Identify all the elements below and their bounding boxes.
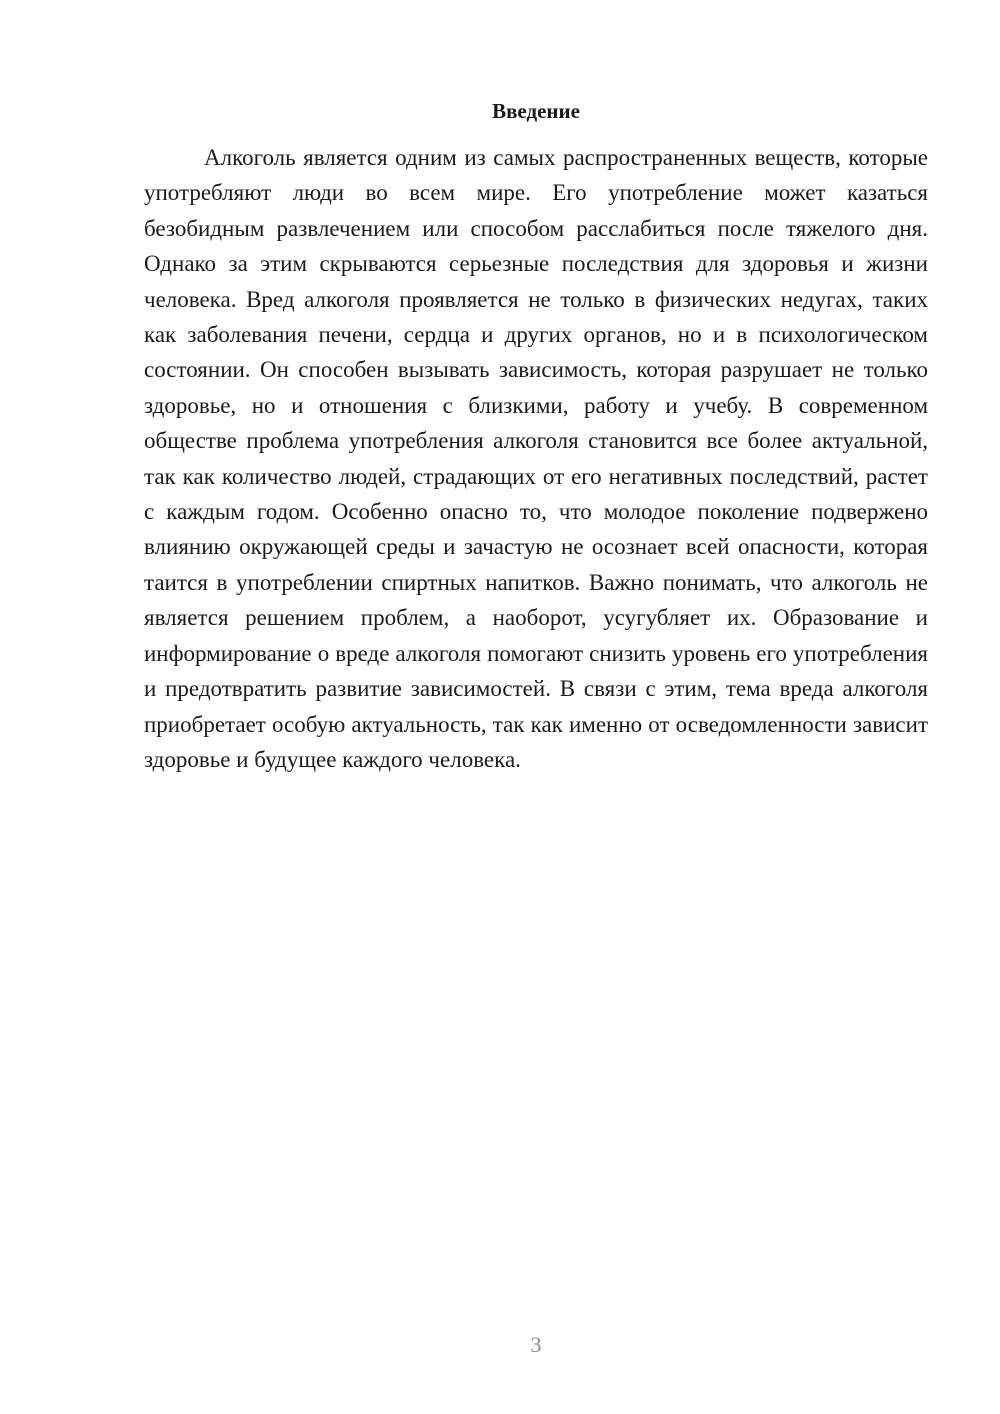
intro-paragraph: Алкоголь является одним из самых распространенных веществ, которые употребляют люди во всем мире. Его употребление может казаться безобидным развлечением или способом расслабиться после тяжелого дня. Однако за этим скрываются серьезные последствия для здоровья и жизни человека. Вред алкоголя проявляется не только в физических недугах, таких как заболевания печени, сердца и других органов, но и в психологическом состоянии. Он способен вызывать зависимость, которая разрушает не только здоровье, но и отношения с близкими, работу и учебу. В современном обществе проблема употребления алкоголя становится все более актуальной, так как количество людей, страдающих от его негативных последствий, растет с каждым годом. Особенно опасно то, что молодое поколение подвержено влиянию окружающей среды и зачастую не осознает всей опасности, которая таится в употреблении спиртных напитков. Важно понимать, что алкоголь не является решением проблем, а наоборот, усугубляет их. Образование и информирование о вреде алкоголя помогают снизить уровень его употребления и предотвратить развитие зависимостей. В связи с этим, тема вреда алкоголя приобретает особую актуальность, так как именно от осведомленности зависит здоровье и будущее каждого человека. — [144, 145, 928, 772]
page-number: 3 — [530, 1332, 542, 1357]
section-heading: Введение — [492, 99, 580, 123]
